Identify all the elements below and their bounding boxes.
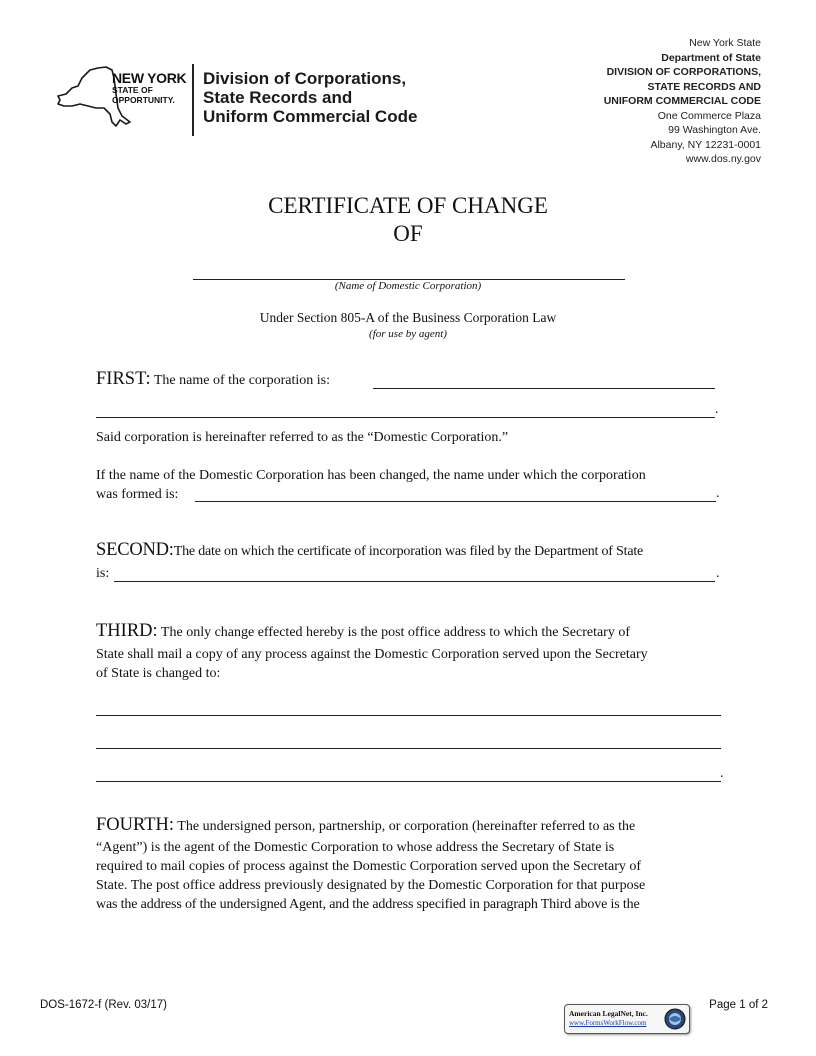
page-number: Page 1 of 2 (709, 999, 768, 1011)
department-address (604, 36, 761, 167)
fourth-text-line-5: was the address of the undersigned Agent, and the address specified in paragraph Third above is the (96, 897, 640, 912)
document-title (0, 192, 816, 248)
address-line: New York State (689, 37, 761, 49)
ny-wordmark-line2: STATE OF (112, 85, 153, 95)
fourth-text-line-4: State. The post office address previously designated by the Domestic Corporation for that purpose (96, 878, 646, 893)
second-text: The date on which the certificate of incorporation was filed by the Department of State (173, 544, 644, 559)
legalnet-name: American LegalNet, Inc. (569, 1009, 648, 1018)
form-id: DOS-1672-f (Rev. 03/17) (40, 999, 167, 1011)
ny-wordmark-line3: OPPORTUNITY. (112, 95, 175, 105)
ny-wordmark-title: NEW YORK (112, 70, 187, 86)
corporation-name-caption: (Name of Domestic Corporation) (334, 280, 482, 292)
address-line: 99 Washington Ave. (668, 124, 761, 136)
fourth-section (96, 816, 721, 837)
fourth-text-line-2: “Agent”) is the agent of the Domestic Corporation to whose address the Secretary of State is (96, 840, 615, 855)
third-section (96, 622, 721, 643)
division-name (203, 69, 417, 126)
second-is-label: is: (96, 566, 110, 581)
domestic-corporation-note: Said corporation is hereinafter referred to as the “Domestic Corporation.” (96, 430, 509, 445)
division-line-3: Uniform Commercial Code (203, 107, 418, 126)
third-text-line-1: The only change effected hereby is the post office address to which the Secretary of (160, 625, 631, 640)
address-line: STATE RECORDS AND (647, 80, 761, 93)
formed-is-label: was formed is: (96, 487, 179, 502)
original-name-input[interactable] (195, 501, 716, 502)
period: . (716, 486, 720, 501)
new-address-input-2[interactable] (96, 748, 721, 749)
address-line: Albany, NY 12231-0001 (650, 138, 761, 151)
fourth-text-line-3: required to mail copies of process against the Domestic Corporation served upon the Secretary of (96, 859, 642, 874)
corporation-name-input-1[interactable] (373, 388, 715, 389)
new-address-input-3[interactable] (96, 781, 721, 782)
first-text: The name of the corporation is: (153, 373, 330, 388)
third-text-line-2: State shall mail a copy of any process against the Domestic Corporation served upon the Secretary (96, 647, 648, 662)
corporation-name-input-2[interactable] (96, 417, 715, 418)
address-line: Department of State (661, 51, 761, 64)
filing-date-input[interactable] (114, 581, 715, 582)
second-heading: SECOND: (96, 540, 174, 560)
division-line-1: Division of Corporations, (203, 69, 407, 88)
period: . (720, 766, 724, 781)
nys-dos-logo (54, 62, 434, 138)
name-changed-text: If the name of the Domestic Corporation has been changed, the name under which the corporation (96, 468, 646, 483)
first-heading: FIRST: (96, 369, 151, 389)
ny-wordmark (112, 71, 186, 105)
title-line-1: CERTIFICATE OF CHANGE (268, 193, 548, 218)
title-line-2: OF (393, 221, 423, 246)
usage-note: (for use by agent) (369, 328, 447, 340)
new-address-input-1[interactable] (96, 715, 721, 716)
globe-seal-icon (664, 1008, 686, 1030)
third-text-line-3: of State is changed to: (96, 666, 221, 681)
address-line: One Commerce Plaza (657, 109, 761, 122)
fourth-heading: FOURTH: (96, 815, 175, 835)
legalnet-badge[interactable] (564, 1004, 690, 1034)
fourth-text-line-1: The undersigned person, partnership, or corporation (hereinafter referred to as the (177, 819, 636, 834)
division-line-2: State Records and (203, 88, 353, 107)
third-heading: THIRD: (96, 621, 158, 641)
address-line: DIVISION OF CORPORATIONS, (606, 66, 761, 78)
period: . (716, 566, 720, 581)
statute-reference: Under Section 805-A of the Business Corporation Law (259, 310, 557, 325)
logo-divider (192, 64, 194, 136)
website-link[interactable]: www.dos.ny.gov (685, 153, 761, 165)
second-section (96, 541, 721, 562)
period: . (715, 402, 719, 417)
legalnet-url[interactable]: www.FormsWorkFlow.com (569, 1019, 647, 1027)
address-line: UNIFORM COMMERCIAL CODE (603, 95, 761, 107)
